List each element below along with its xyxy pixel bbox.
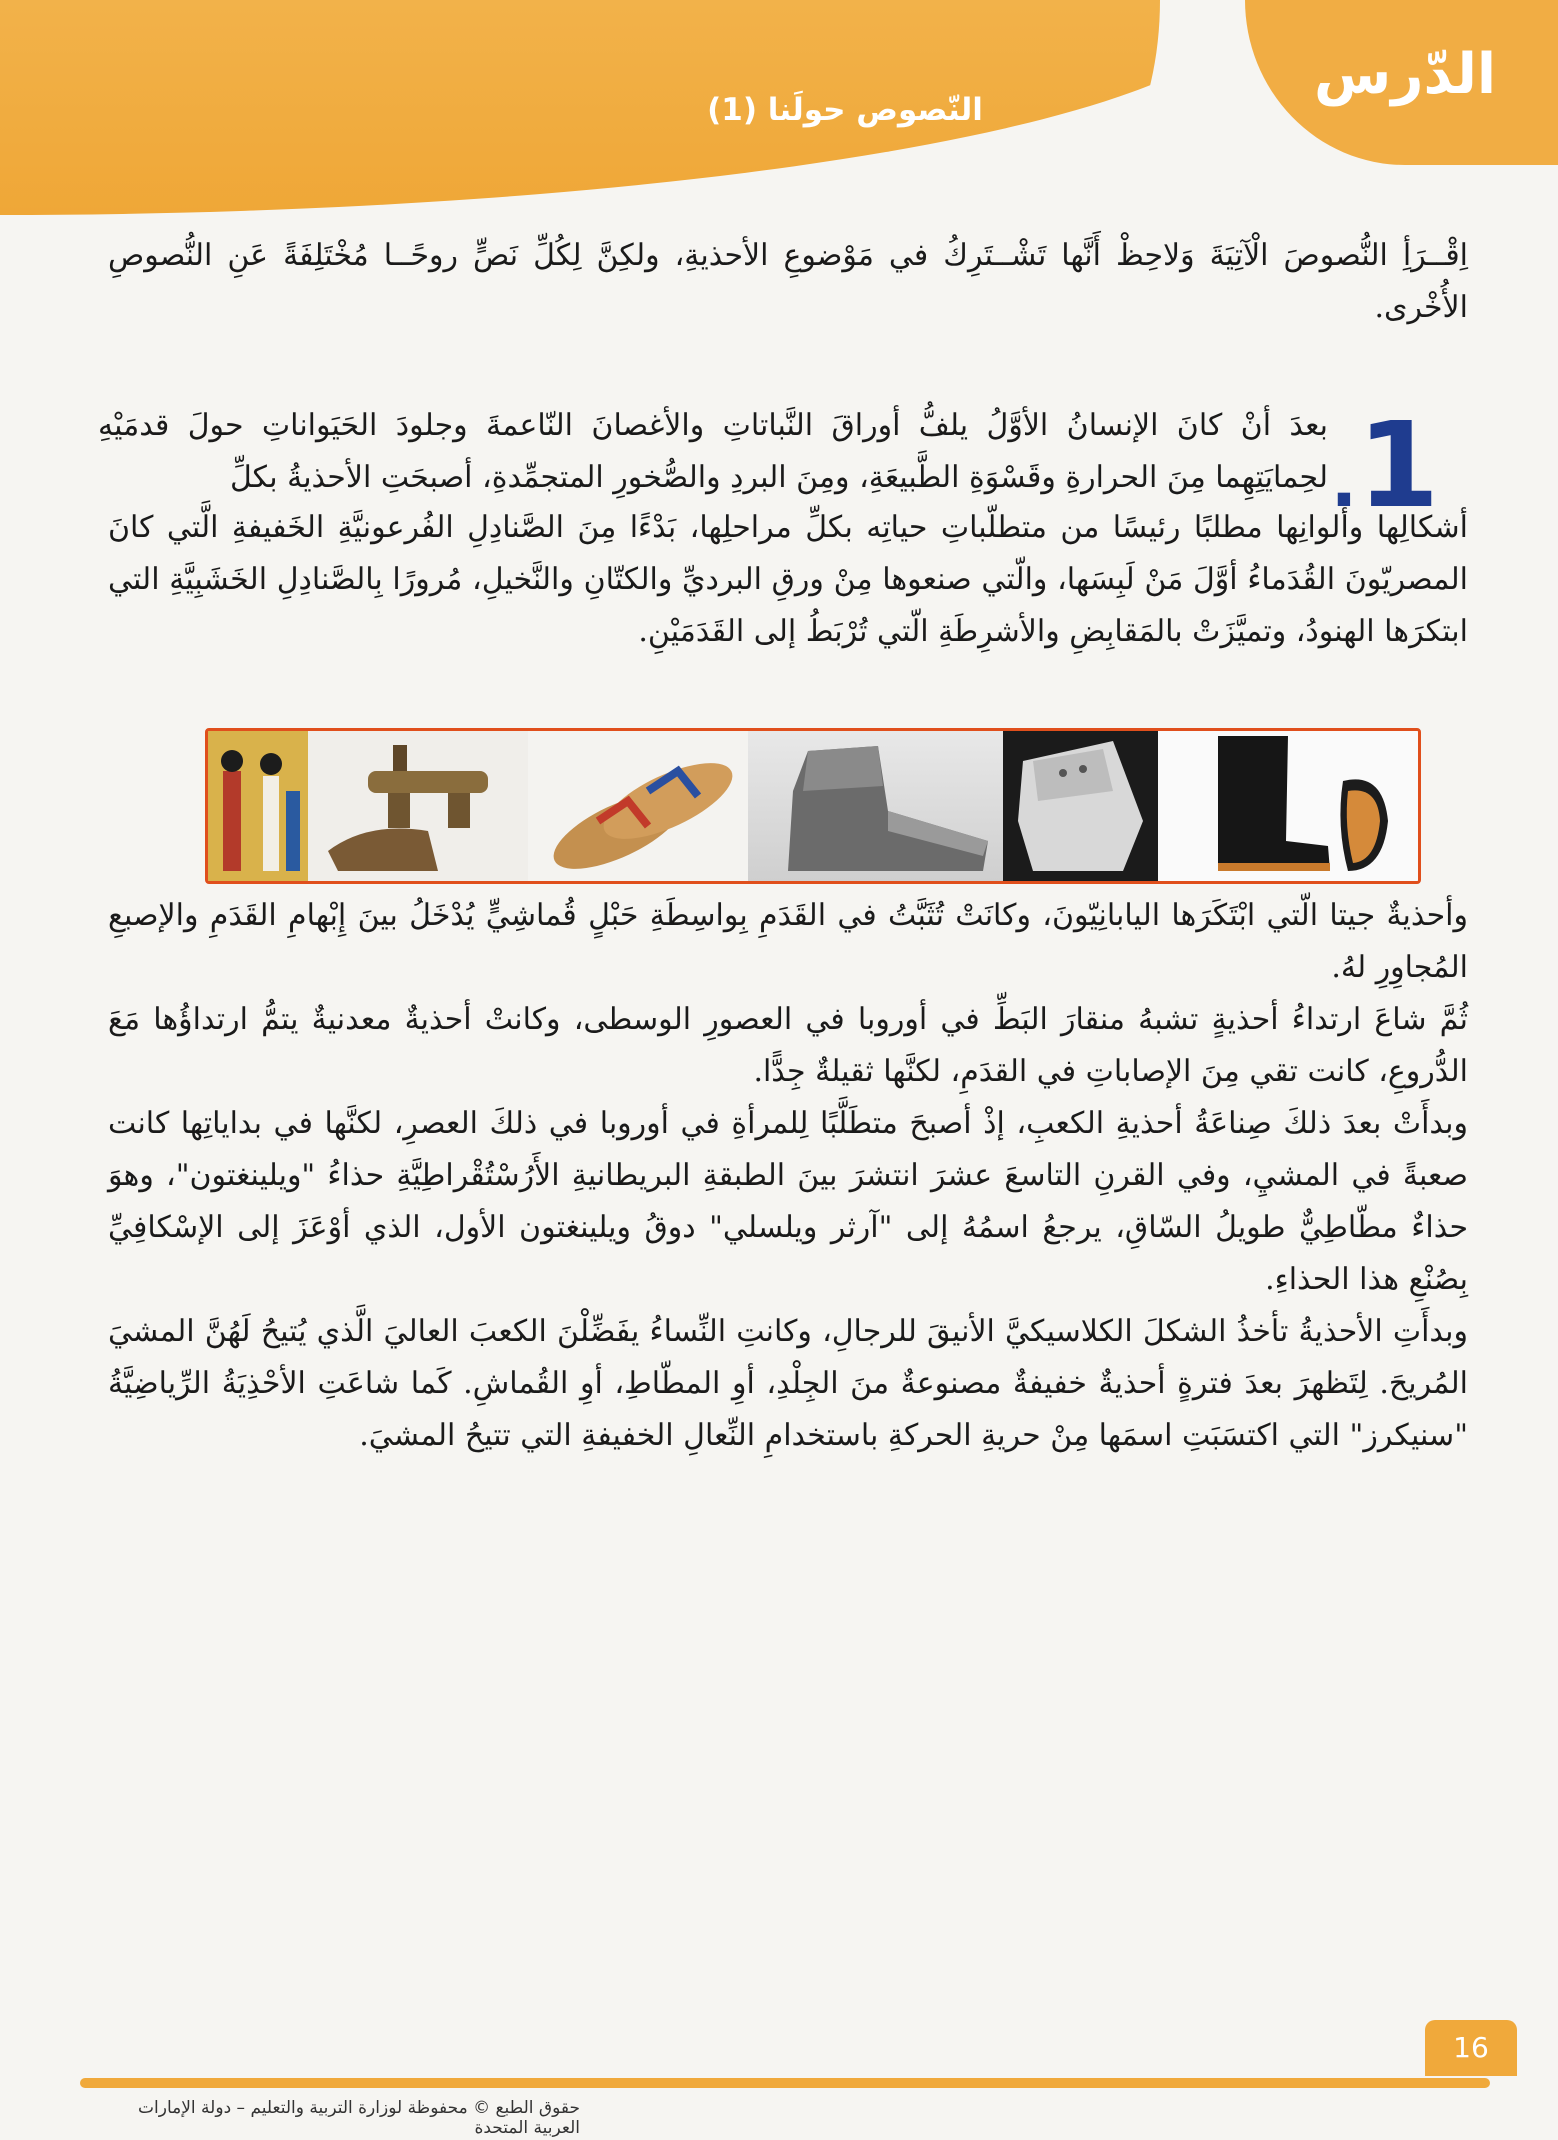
wooden-sandals-image <box>308 731 528 881</box>
lesson-label: الدّرس <box>1313 42 1497 107</box>
metal-armor-shoe-image <box>748 731 1003 881</box>
geta-sandal-icon <box>528 731 748 881</box>
paragraph-geta: وأحذيةٌ جيتا الّتي ابْتَكَرَها اليابانِيّونَ، وكانَتْ تُثَبَّتُ في القَدَمِ بِواسِطَةِ حَبْلٍ قُماشِيٍّ يُدْخَلُ بينَ إِبْهامِ القَدَمِ والإصبعِ المُجاوِرِ لهُ. <box>108 898 1468 985</box>
rubber-boots-image <box>1158 731 1418 881</box>
egyptian-figures-icon <box>208 731 308 881</box>
shoe-image-strip <box>205 728 1421 884</box>
wooden-sandal-icon <box>308 731 528 881</box>
paragraph-heels: وبدأَتْ بعدَ ذلكَ صِناعَةُ أحذيةِ الكعبِ، إذْ أصبحَ متطَلَّبًا لِلمرأةِ في أوروبا في ذلكَ العصرِ، لكنَّها في بداياتِها كانت صعبةً في المشيِ، وفي القرنِ التاسعَ عشرَ انتشرَ بينَ الطبقةِ البريطانيةِ الأَرُسْتُقْراطِيَّةِ حذاءُ "ويلينغتون"، وهوَ حذاءٌ مطّاطِيٌّ طويلُ السّاقِ، يرجعُ اسمُهُ إلى "آرثر ويلسلي" دوقُ ويلينغتون الأول، الذي أوْعَزَ إلى الإسْكافِيِّ بِصُنْعِ هذا الحذاءِ. <box>108 1106 1468 1297</box>
lesson-subtitle: النّصوص حولَنا (1) <box>707 92 983 128</box>
section-paragraph-lead: بعدَ أنْ كانَ الإنسانُ الأوَّلُ يلفُّ أوراقَ النَّباتاتِ والأغصانَ النّاعمةَ وجلودَ الحَيَواناتِ حولَ قدمَيْهِ لحِمايَتِهِما مِنَ الحرارةِ وقَسْوَةِ الطَّبيعَةِ، ومِنَ البردِ والصُّخورِ المتجمِّدةِ، أصبحَتِ الأحذيةُ بكلِّ <box>98 408 1328 495</box>
paragraph-modern: وبدأَتِ الأحذيةُ تأخذُ الشكلَ الكلاسيكيَّ الأنيقَ للرجالِ، وكانتِ النِّساءُ يفَضِّلْنَ الكعبَ العاليَ الَّذي يُتيحُ لَهُنَّ المشيَ المُريحَ. لِتَظهرَ بعدَ فترةٍ أحذيةٌ خفيفةٌ مصنوعةٌ منَ الجِلْدِ، أوِ المطّاطِ، أوِ القُماشِ. كَما شاعَتِ الأحْذِيَةُ الرِّياضِيَّةُ "سنيكرز" التي اكتسَبَتِ اسمَها مِنْ حريةِ الحركةِ باستخدامِ النِّعالِ الخفيفةِ التي تتيحُ المشيَ. <box>108 1314 1468 1453</box>
duck-bill-shoe-icon <box>1003 731 1158 881</box>
section-paragraph-body: أشكالِها وألوانِها مطلبًا رئيسًا من متطلّباتِ حياتِه بكلِّ مراحلِها، بَدْءًا مِنَ الصَّنادِلِ الفُرعونيَّةِ الخَفيفةِ الَّتي كانَ المصريّونَ القُدَماءُ أوَّلَ مَنْ لَبِسَها، والّتي صنعوها مِنْ ورقِ البرديِّ والكتّانِ والنَّخيلِ، مُرورًا بِالصَّنادِلِ الخَشَبِيَّةِ التي ابتكرَها الهنودُ، وتميَّزَتْ بالمَقابِضِ والأشرِطَةِ الّتي تُرْبَطُ إلى القَدَمَيْنِ. <box>108 510 1468 649</box>
egyptian-painting-image <box>208 731 308 881</box>
duck-bill-shoe-image <box>1003 731 1158 881</box>
rubber-boot-icon <box>1158 731 1418 881</box>
page-number: 16 <box>1425 2020 1517 2076</box>
body-paragraphs <box>108 890 1468 1462</box>
japanese-geta-image <box>528 731 748 881</box>
section-number-digit: 1 <box>1357 396 1440 534</box>
footer-bar <box>80 2078 1490 2088</box>
armor-shoe-icon <box>748 731 1003 881</box>
intro-paragraph: اِقْــرَأِ النُّصوصَ الْآتِيَةَ وَلاحِظْ أَنَّها تَشْــتَرِكُ في مَوْضوعِ الأحذيةِ، ولكِنَّ لِكُلِّ نَصٍّ روحًــا مُخْتَلِفَةً عَنِ النُّصوصِ الأُخْرى. <box>108 238 1468 325</box>
section-number-dot: . <box>1330 441 1358 523</box>
paragraph-medieval: ثُمَّ شاعَ ارتداءُ أحذيةٍ تشبهُ منقارَ البَطِّ في أوروبا في العصورِ الوسطى، وكانتْ أحذيةٌ معدنيةٌ يتمُّ ارتداؤُها مَعَ الدُّروعِ، كانت تقي مِنَ الإصاباتِ في القدَمِ، لكنَّها ثقيلةٌ جِدًّا. <box>108 1002 1469 1089</box>
copyright-notice: حقوق الطبع © محفوظة لوزارة التربية والتعليم – دولة الإمارات العربية المتحدة <box>138 2098 580 2138</box>
